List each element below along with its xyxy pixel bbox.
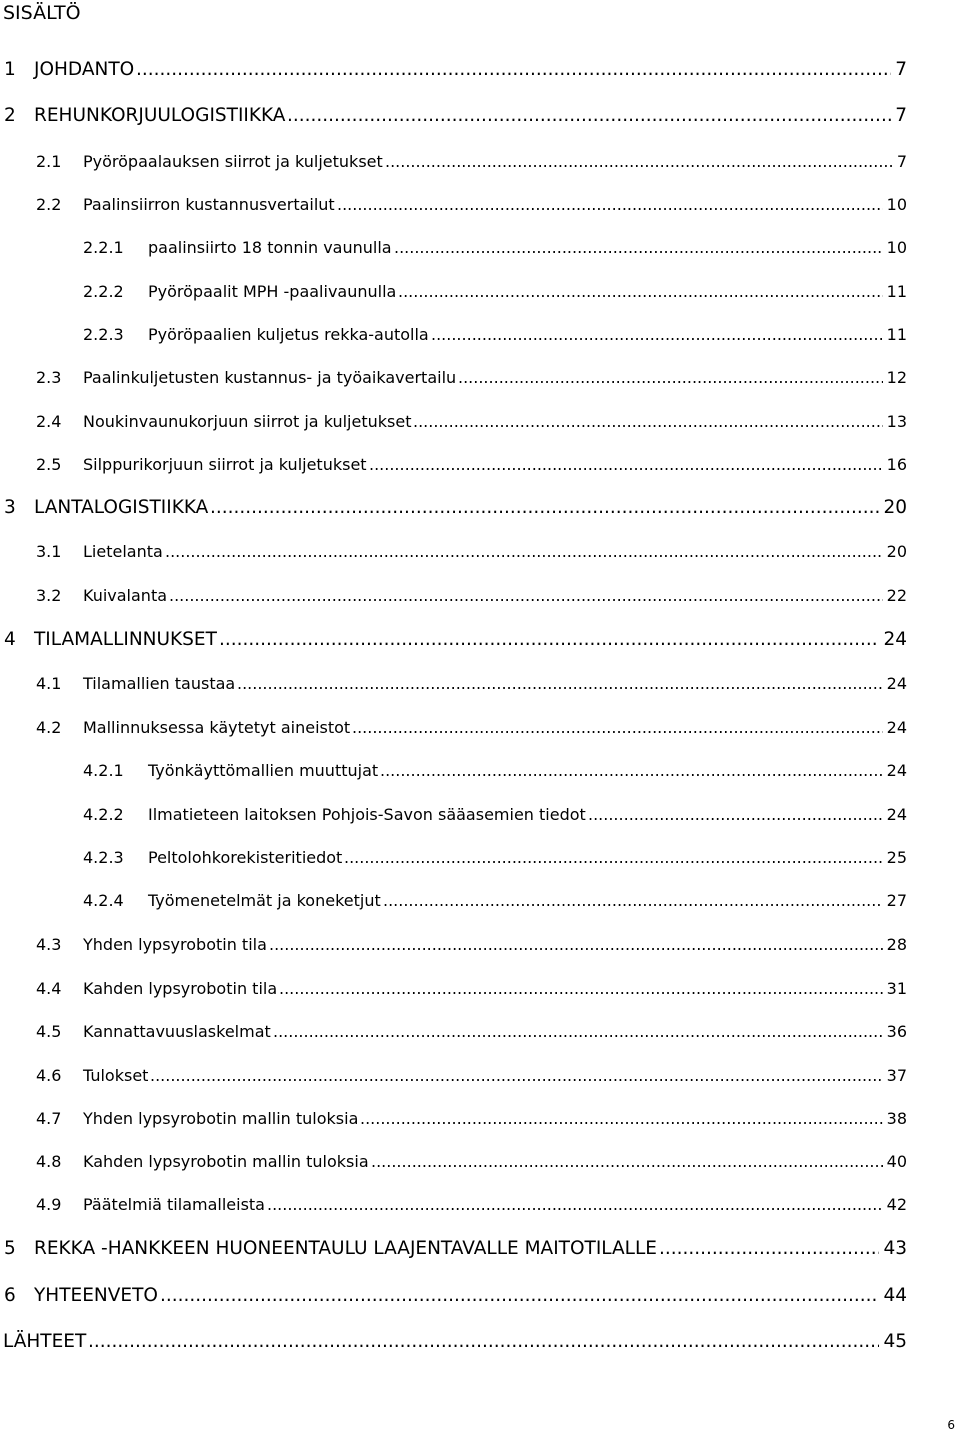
- toc-entry[interactable]: [0, 236, 907, 260]
- toc-entry[interactable]: [0, 1107, 907, 1131]
- toc-entry-title: Pyöröpaalauksen siirrot ja kuljetukset: [83, 152, 383, 171]
- toc-entry-page: 24: [886, 761, 907, 780]
- toc-entry-number: 4.8: [36, 1152, 62, 1171]
- toc-entry-title: Pyöröpaalien kuljetus rekka-autolla: [148, 325, 429, 344]
- toc-entry-page: 43: [883, 1238, 907, 1259]
- toc-entry-title: JOHDANTO: [34, 59, 135, 80]
- toc-entry-title: Mallinnuksessa käytetyt aineistot: [83, 718, 351, 737]
- toc-entry-title: TILAMALLINNUKSET: [34, 629, 217, 650]
- toc-entry-page: 37: [886, 1066, 907, 1085]
- toc-entry[interactable]: [0, 759, 907, 783]
- toc-entry-page: 24: [886, 805, 907, 824]
- toc-entry-number: 4.4: [36, 979, 62, 998]
- toc-entry[interactable]: [0, 1020, 907, 1044]
- toc-entry-page: 42: [886, 1195, 907, 1214]
- toc-entry-number: 2.2: [36, 195, 62, 214]
- toc-entry-page: 20: [883, 497, 907, 518]
- toc-entry[interactable]: [0, 1237, 907, 1261]
- toc-entry-number: 4.3: [36, 935, 62, 954]
- toc-entry-page: 12: [886, 368, 907, 387]
- toc-leader-dots: [369, 453, 883, 477]
- toc-entry-title: LANTALOGISTIIKKA: [34, 497, 209, 518]
- toc-leader-dots: [413, 410, 883, 434]
- toc-entry[interactable]: [0, 846, 907, 870]
- toc-entry[interactable]: [0, 540, 907, 564]
- toc-entry-number: 3.2: [36, 586, 62, 605]
- toc-leader-dots: [385, 150, 893, 174]
- toc-entry-page: 36: [886, 1022, 907, 1041]
- toc-entry[interactable]: [0, 889, 907, 913]
- toc-leader-dots: [380, 759, 883, 783]
- toc-entry-number: 1: [4, 59, 16, 80]
- toc-entry-number: 3: [4, 497, 16, 518]
- toc-entry[interactable]: [0, 672, 907, 696]
- toc-entry-number: 4.6: [36, 1066, 62, 1085]
- toc-entry-title: REKKA -HANKKEEN HUONEENTAULU LAAJENTAVALLE MAITOTILALLE: [34, 1238, 657, 1259]
- toc-leader-dots: [279, 977, 883, 1001]
- toc-leader-dots: [219, 628, 879, 652]
- toc-entry[interactable]: [0, 1284, 907, 1308]
- toc-leader-dots: [337, 193, 883, 217]
- toc-entry[interactable]: [0, 366, 907, 390]
- toc-entry-page: 22: [886, 586, 907, 605]
- toc-leader-dots: [136, 58, 891, 82]
- toc-entry-page: 13: [886, 412, 907, 431]
- toc-leader-dots: [273, 1020, 883, 1044]
- toc-leader-dots: [150, 1064, 883, 1088]
- toc-entry-title: Työmenetelmät ja koneketjut: [148, 891, 381, 910]
- toc-leader-dots: [210, 496, 879, 520]
- toc-entry-number: 2.3: [36, 368, 62, 387]
- toc-entry-number: 4.1: [36, 674, 62, 693]
- toc-entry-number: 6: [4, 1285, 16, 1306]
- toc-leader-dots: [344, 846, 883, 870]
- toc-leader-dots: [287, 104, 891, 128]
- toc-entry[interactable]: [0, 193, 907, 217]
- toc-entry-title: Päätelmiä tilamalleista: [83, 1195, 265, 1214]
- toc-entry-number: 4: [4, 629, 16, 650]
- page-number: 6: [947, 1418, 955, 1432]
- toc-leader-dots: [394, 236, 883, 260]
- toc-entry-page: 28: [886, 935, 907, 954]
- toc-leader-dots: [659, 1237, 879, 1261]
- toc-entry-title: Paalinsiirron kustannusvertailut: [83, 195, 335, 214]
- toc-leader-dots: [267, 1193, 883, 1217]
- toc-entry-number: 4.2.1: [83, 761, 124, 780]
- toc-entry[interactable]: [0, 150, 907, 174]
- toc-entry-title: REHUNKORJUULOGISTIIKKA: [34, 105, 286, 126]
- toc-entry[interactable]: [0, 104, 907, 128]
- page-heading: SISÄLTÖ: [3, 2, 81, 24]
- toc-entry-title: Peltolohkorekisteritiedot: [148, 848, 343, 867]
- toc-entry-title: Ilmatieteen laitoksen Pohjois-Savon sääasemien tiedot: [148, 805, 586, 824]
- toc-entry-title: Noukinvaunukorjuun siirrot ja kuljetukset: [83, 412, 412, 431]
- toc-leader-dots: [383, 889, 883, 913]
- toc-entry-number: 2: [4, 105, 16, 126]
- toc-entry-title: Tilamallien taustaa: [83, 674, 236, 693]
- toc-entry-title: Yhden lypsyrobotin tila: [83, 935, 267, 954]
- toc-entry-number: 2.1: [36, 152, 62, 171]
- toc-entry-number: 2.2.3: [83, 325, 124, 344]
- toc-entry[interactable]: [0, 1064, 907, 1088]
- toc-entry-number: 2.2.1: [83, 238, 124, 257]
- toc-entry[interactable]: [0, 496, 907, 520]
- toc-leader-dots: [371, 1150, 883, 1174]
- toc-entry-page: 31: [886, 979, 907, 998]
- toc-leader-dots: [398, 280, 883, 304]
- toc-entry-number: 4.2.4: [83, 891, 124, 910]
- toc-entry-number: 4.2.2: [83, 805, 124, 824]
- toc-entry-title: Pyöröpaalit MPH -paalivaunulla: [148, 282, 397, 301]
- toc-entry-title: Kahden lypsyrobotin mallin tuloksia: [83, 1152, 369, 1171]
- toc-entry-page: 45: [883, 1331, 907, 1352]
- toc-entry[interactable]: [0, 1193, 907, 1217]
- toc-entry-page: 7: [895, 105, 907, 126]
- toc-entry-title: Silppurikorjuun siirrot ja kuljetukset: [83, 455, 367, 474]
- toc-entry[interactable]: [0, 58, 907, 82]
- toc-entry-page: 40: [886, 1152, 907, 1171]
- toc-entry-page: 24: [886, 718, 907, 737]
- toc-leader-dots: [588, 803, 883, 827]
- toc-entry-number: 2.4: [36, 412, 62, 431]
- toc-entry-title: LÄHTEET: [3, 1331, 87, 1352]
- toc-entry[interactable]: [0, 628, 907, 652]
- toc-entry-number: 4.2: [36, 718, 62, 737]
- toc-entry-page: 10: [886, 238, 907, 257]
- toc-entry-page: 10: [886, 195, 907, 214]
- toc-leader-dots: [237, 672, 883, 696]
- toc-entry[interactable]: [0, 453, 907, 477]
- toc-entry-page: 44: [883, 1285, 907, 1306]
- toc-entry-title: paalinsiirto 18 tonnin vaunulla: [148, 238, 392, 257]
- toc-entry[interactable]: [0, 716, 907, 740]
- toc-entry[interactable]: [0, 803, 907, 827]
- toc-entry-page: 24: [883, 629, 907, 650]
- toc-entry-title: Yhden lypsyrobotin mallin tuloksia: [83, 1109, 359, 1128]
- toc-entry[interactable]: [0, 410, 907, 434]
- toc-entry-number: 2.2.2: [83, 282, 124, 301]
- toc-entry-number: 2.5: [36, 455, 62, 474]
- toc-leader-dots: [165, 540, 883, 564]
- toc-entry-page: 7: [896, 152, 907, 171]
- toc-entry-number: 4.9: [36, 1195, 62, 1214]
- toc-entry-page: 7: [895, 59, 907, 80]
- toc-entry[interactable]: [0, 584, 907, 608]
- toc-entry-title: Kannattavuuslaskelmat: [83, 1022, 271, 1041]
- toc-entry[interactable]: [0, 977, 907, 1001]
- toc-entry-title: Tulokset: [83, 1066, 149, 1085]
- toc-entry-page: 27: [886, 891, 907, 910]
- toc-entry-page: 24: [886, 674, 907, 693]
- toc-leader-dots: [169, 584, 883, 608]
- toc-leader-dots: [458, 366, 883, 390]
- toc-entry[interactable]: [0, 933, 907, 957]
- toc-entry-number: 4.2.3: [83, 848, 124, 867]
- toc-entry-number: 3.1: [36, 542, 62, 561]
- toc-entry-page: 38: [886, 1109, 907, 1128]
- toc-entry[interactable]: [0, 1330, 907, 1354]
- toc-leader-dots: [160, 1284, 879, 1308]
- toc-entry-title: Kuivalanta: [83, 586, 168, 605]
- toc-entry-title: Paalinkuljetusten kustannus- ja työaikavertailu: [83, 368, 457, 387]
- toc-leader-dots: [360, 1107, 883, 1131]
- toc-entry[interactable]: [0, 1150, 907, 1174]
- toc-entry-page: 20: [886, 542, 907, 561]
- toc-entry-page: 11: [886, 282, 907, 301]
- toc-entry-page: 11: [886, 325, 907, 344]
- toc-leader-dots: [269, 933, 883, 957]
- toc-entry[interactable]: [0, 323, 907, 347]
- toc-entry-number: 4.7: [36, 1109, 62, 1128]
- toc-entry-title: Työnkäyttömallien muuttujat: [148, 761, 379, 780]
- toc-entry-number: 5: [4, 1238, 16, 1259]
- toc-entry-title: Kahden lypsyrobotin tila: [83, 979, 278, 998]
- toc-entry-number: 4.5: [36, 1022, 62, 1041]
- toc-leader-dots: [88, 1330, 879, 1354]
- toc-entry-title: Lietelanta: [83, 542, 163, 561]
- toc-entry-page: 25: [886, 848, 907, 867]
- toc-entry-title: YHTEENVETO: [34, 1285, 158, 1306]
- toc-entry-page: 16: [886, 455, 907, 474]
- toc-leader-dots: [352, 716, 883, 740]
- toc-leader-dots: [431, 323, 883, 347]
- toc-entry[interactable]: [0, 280, 907, 304]
